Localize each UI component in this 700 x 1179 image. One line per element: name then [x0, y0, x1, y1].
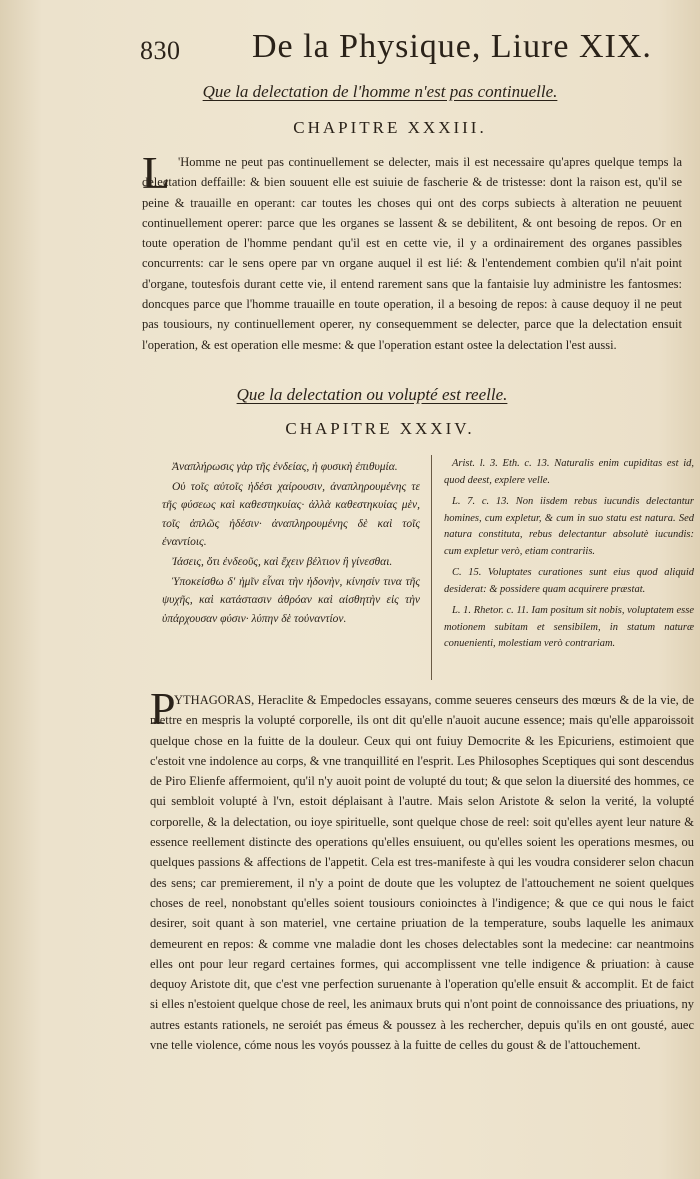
greek-note: Ἰάσεις, ὅτι ἐνδεοῦς, καὶ ἔχειν βέλτιον ἢ γίνεσθαι.: [172, 556, 393, 569]
drop-cap-2: P: [150, 683, 176, 734]
section-title-2: Que la delectation ou volupté est reelle.: [236, 385, 508, 404]
page-number: 830: [140, 36, 181, 65]
latin-note: L. 7. c. 13. Non iisdem rebus iucundis delectantur homines, cum expletur, & cum in suo statu est natura. Sed natura constituta, rebus delectantur absolutè iucundis: cum expletur verò, etiam contrariis.: [444, 496, 694, 557]
chapter-34-body: YTHAGORAS, Heraclite & Empedocles essayans, comme seueres censeurs des mœurs & de la vie, de mettre en mespris la volupté corporelle, ils ont dit qu'elle n'auoit aucune essence; mais qu'elle apparoissoit quelque chose en la fuitte de la douleur. Ceux qui ont fuiuy Democrite & les Epicuriens, estimoient que c'estoit vne indolence au corps, & vne tranquillité en l'esprit. Les Philosophes Sceptiques qui sont descendus de Piro Elienfe affermoient, qu'il n'y auoit point de volupté du tout; & que selon la diuersité des hommes, ce qui sembloit volupté à l'vn, estoit déplaisant à l'autre. Mais selon Aristote & selon la verité, la volupté corporelle, & la delectation, ou ioye spirituelle, sont quelque chose de reel: soit qu'elles ayent leur nature & essence reellement distincte des operations qu'elles ensuiuent, ou qu'elles soient les operations mesmes, ou quelques passions & affections de l'appetit. Cela est tres-manifeste à qui les voudra considerer selon chacun des sens; car premierement, il n'y a point de doute que les voluptez de l'attouchement ne soient quelques choses de reel, nonobstant qu'elles soient tousiours conioinctes à l'indigence; & que ce qui nous le faict desirer, soit quant à son materiel, vne certaine priuation de la temperature, soubs laquelle les animaux demeurent en repos: & comme vne maladie dont les choses delectables sont la medecine: car neantmoins elles ont pour leur regard certaines formes, qui accomplissent vne telle indigence & priuation: à cause dequoy Aristote dit, que c'est vne perfection suruenante à l'operation qu'elle ensuit & accomplit. Et de faict si elles n'estoient quelque chose de reel, les animaux bruts qui n'ont point de connoissance des priuations, ny autres estants rationels, ne seroiét pas émeus & poussez à les rechercher, depuis qu'ils en ont gousté, auec vne telle violence, cóme nous les voyós poussez à la fuitte de celles du goust & de l'attouchement.: [150, 693, 694, 1053]
latin-note: L. 1. Rhetor. c. 11. Iam positum sit nobis, voluptatem esse motionem subitam et sensibilem, in statum naturæ conuenienti, molestiam verò contrariam.: [444, 605, 694, 649]
running-head: [140, 28, 660, 74]
chapter-heading-33: CHAPITRE XXXIII.: [293, 118, 487, 137]
greek-note: Ἀναπλήρωσις γὰρ τῆς ἐνδείας, ἡ φυσικὴ ἐπιθυμία.: [172, 461, 398, 473]
column-divider: [431, 455, 432, 680]
drop-cap-1: L: [142, 147, 171, 198]
chapter-heading-34: CHAPITRE XXXIV.: [285, 419, 475, 438]
greek-note: Οὐ τοῖς αὐτοῖς ἡδέσι χαίρουσιν, ἀναπληρουμένης τε τῆς φύσεως καὶ καθεστηκυίας· ἀλλὰ καθεστηκυίας μὲν, τοῖς ἁπλῶς ἡδέσιν· ἀναπληρουμένης δὲ καὶ τοῖς ἐναντίοις.: [162, 481, 420, 548]
latin-note: Arist. l. 3. Eth. c. 13. Naturalis enim cupiditas est id, quod deest, explere velle.: [444, 458, 694, 486]
latin-note: C. 15. Voluptates curationes sunt eius quod aliquid desiderat: & possidere quam acquirere præstat.: [444, 567, 694, 595]
latin-notes-column: [444, 456, 694, 658]
greek-notes-column: [162, 458, 420, 630]
greek-note: Ὑποκείσθω δ' ἡμῖν εἶναι τὴν ἡδονὴν, κίνησίν τινα τῆς ψυχῆς, καὶ κατάστασιν ἀθρόαν καὶ αἰσθητὴν εἰς τὴν ὑπάρχουσαν φύσιν· λύπην δὲ τοὐναντίον.: [162, 576, 420, 625]
section-title-1: Que la delectation de l'homme n'est pas continuelle.: [202, 82, 558, 101]
chapter-33-body: 'Homme ne peut pas continuellement se delecter, mais il est necessaire qu'apres quelque temps la delectation deffaille: & bien souuent elle est suiuie de fascherie & de tristesse: dont la raison est, qu'il se peine & trauaille en operant: car toutes les choses qui ont des corps subiects à alteration ne peuuent continuellement operer: parce que les organes se lassent & se debilitent, & ont besoing de repos. Or en toute operation de l'homme pendant qu'il est en cette vie, il y a ordinairement des organes passibles concurrents: car le sens opere par vn organe auquel il est lié: & l'entendement combien qu'il n'ait point d'organe, toutesfois durant cette vie, il entend rarement sans que la fantaisie luy administre les fantosmes: doncques parce que l'homme trauaille en toute operation, il a besoing de repos: à cause dequoy il ne peut pas tousiours, ny continuellement operer, ny consequemment se delecter, parce que la delectation ensuit l'operation, & est operation elle mesme: & que l'operation estant ostee la delectation l'est aussi.: [142, 155, 682, 352]
running-title: De la Physique, Liure XIX.: [252, 28, 652, 65]
